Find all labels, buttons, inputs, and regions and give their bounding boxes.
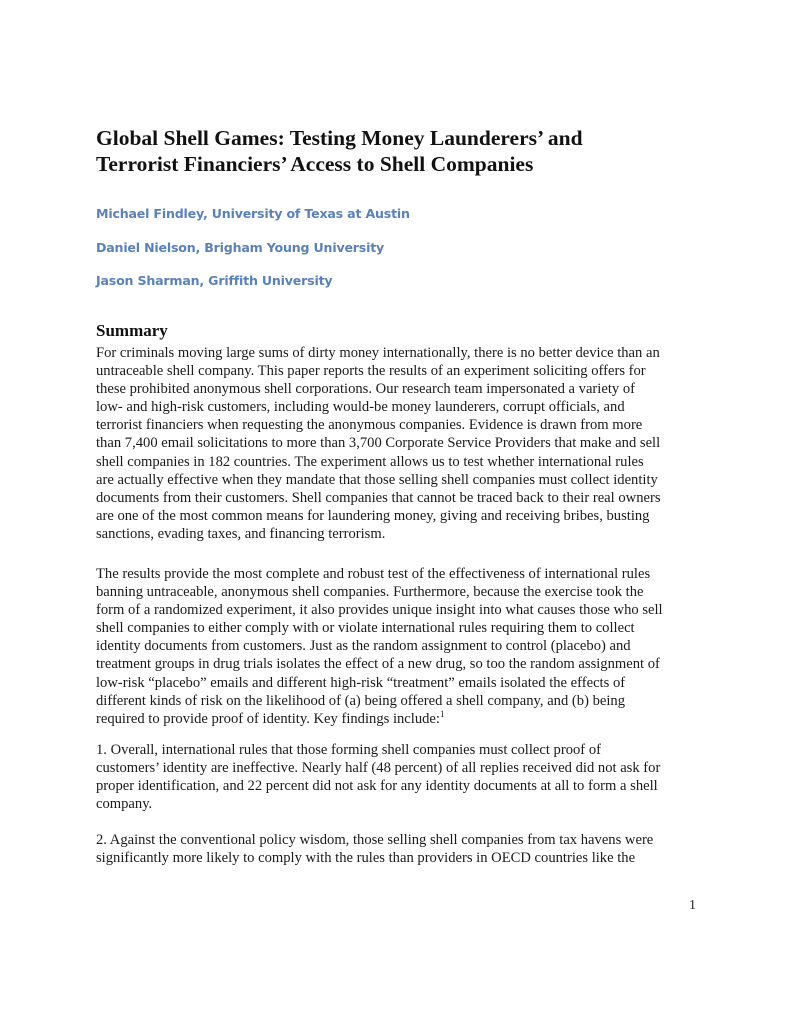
section-heading-summary: Summary — [96, 321, 168, 340]
text-line: 1. Overall, international rules that those forming shell companies must collect proof of — [96, 742, 601, 758]
author-nielson: Daniel Nielson, Brigham Young University — [96, 240, 385, 255]
author-findley: Michael Findley, University of Texas at Austin — [96, 206, 410, 221]
text-line: company. — [96, 796, 153, 813]
document-title — [96, 125, 716, 177]
text-line: low- and high-risk customers, including would-be money launderers, corrupt officials, and — [96, 399, 625, 416]
title-line: Global Shell Games: Testing Money Launderers’ and — [96, 126, 583, 150]
text-line: significantly more likely to comply with the rules than providers in OECD countries like the — [96, 850, 636, 867]
text-line: terrorist financiers when requesting the anonymous companies. Evidence is drawn from more — [96, 417, 643, 434]
text-line: treatment groups in drug trials isolates the effect of a new drug, so too the random assignment of — [96, 656, 660, 673]
summary-paragraph-2 — [96, 565, 716, 728]
finding-1 — [96, 741, 716, 813]
title-line: Terrorist Financiers’ Access to Shell Companies — [96, 152, 534, 176]
text-line — [96, 710, 716, 728]
text-line: identity documents from customers. Just as the random assignment to control (placebo) and — [96, 638, 631, 655]
finding-2 — [96, 831, 716, 867]
text-line: these prohibited anonymous shell corporations. Our research team impersonated a variety of — [96, 381, 635, 398]
text-line: form of a randomized experiment, it also provides unique insight into what causes those who sell — [96, 602, 663, 619]
text-line: shell companies to either comply with or violate international rules requiring them to collect — [96, 620, 635, 637]
text-line: low-risk “placebo” emails and different high-risk “treatment” emails isolated the effects of — [96, 674, 626, 691]
text-line: different kinds of risk on the likelihood of (a) being offered a shell company, and (b) being — [96, 692, 626, 709]
text-line: 2. Against the conventional policy wisdom, those selling shell companies from tax havens were — [96, 832, 654, 848]
text-line: are one of the most common means for laundering money, giving and receiving bribes, busting — [96, 507, 650, 524]
text-line-content: required to provide proof of identity. Key findings include: — [96, 710, 440, 727]
author-sharman: Jason Sharman, Griffith University — [96, 273, 333, 288]
summary-paragraph-1 — [96, 344, 716, 543]
text-line: customers’ identity are ineffective. Nearly half (48 percent) of all replies received did not ask for — [96, 760, 661, 777]
text-line: documents from their customers. Shell companies that cannot be traced back to their real owners — [96, 489, 661, 506]
text-line: The results provide the most complete and robust test of the effectiveness of international rules — [96, 566, 651, 582]
text-line: sanctions, evading taxes, and financing terrorism. — [96, 525, 386, 542]
text-line: are actually effective when they mandate that those selling shell companies must collect identity — [96, 471, 658, 488]
text-line: proper identification, and 22 percent did not ask for any identity documents at all to form a shell — [96, 778, 658, 795]
text-line: shell companies in 182 countries. The experiment allows us to test whether international rules — [96, 453, 644, 470]
text-line: banning untraceable, anonymous shell companies. Furthermore, because the exercise took the — [96, 584, 644, 601]
text-line: untraceable shell company. This paper reports the results of an experiment soliciting offers for — [96, 363, 646, 380]
text-line: For criminals moving large sums of dirty money internationally, there is no better device than an — [96, 345, 660, 361]
footnote-reference[interactable]: 1 — [439, 708, 445, 719]
page-number: 1 — [689, 898, 696, 913]
text-line: than 7,400 email solicitations to more than 3,700 Corporate Service Providers that make and sell — [96, 435, 661, 452]
